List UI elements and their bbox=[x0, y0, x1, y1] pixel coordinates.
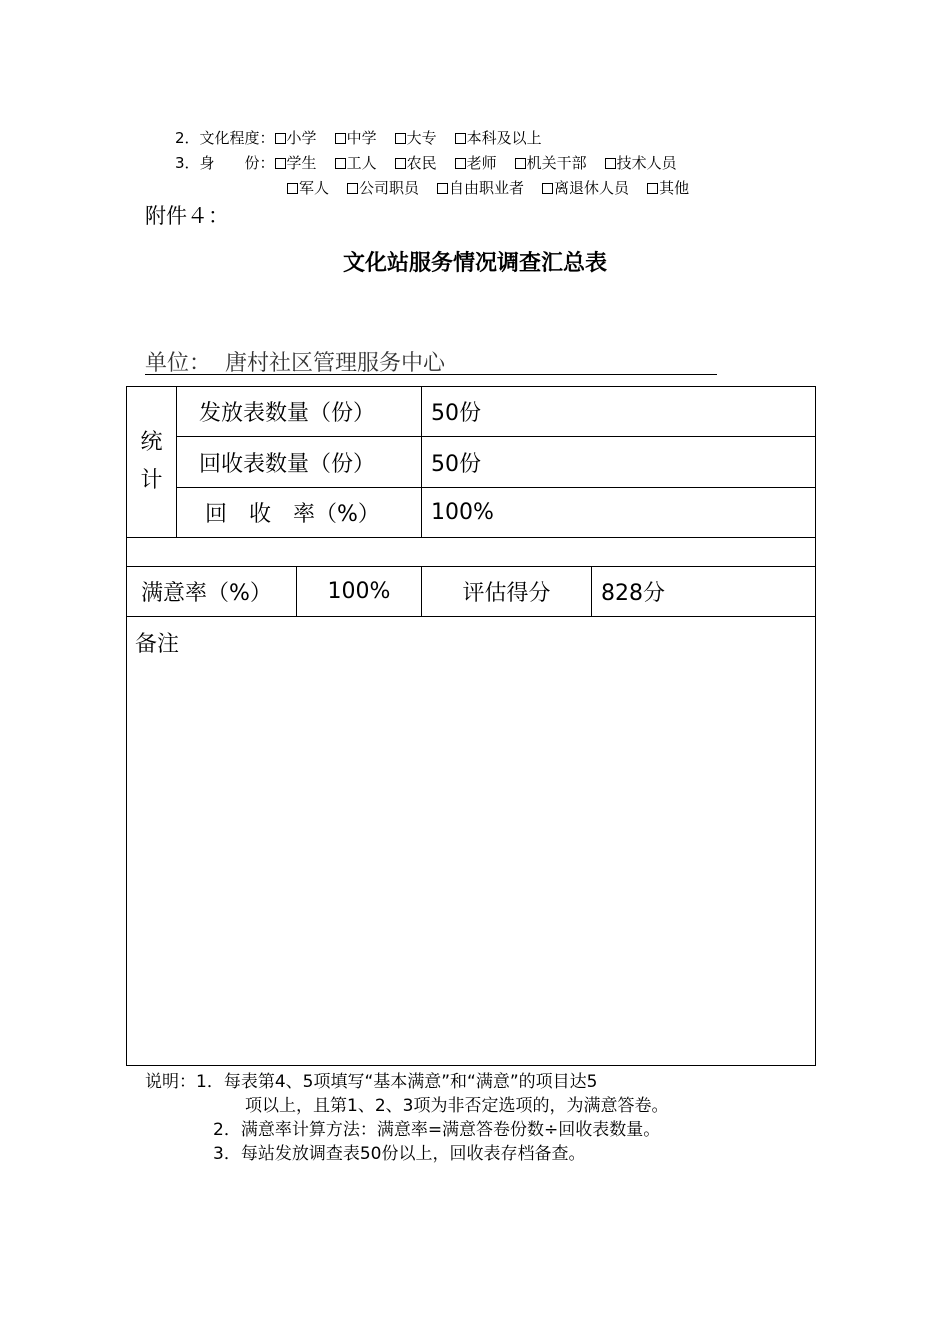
identity-label: 3．身 份： bbox=[175, 154, 275, 172]
note-1: 1．每表第4、5项填写“基本满意”和“满意”的项目达5 bbox=[196, 1072, 598, 1092]
option-freelancer[interactable]: 自由职业者 bbox=[437, 179, 524, 197]
checkbox[interactable] bbox=[287, 183, 298, 194]
unit-label: 单位： bbox=[145, 351, 212, 376]
annex-label: 附件４： bbox=[145, 204, 229, 228]
identity-row-1 bbox=[175, 152, 695, 173]
option-primary[interactable]: 小学 bbox=[275, 129, 317, 147]
option-official[interactable]: 机关干部 bbox=[515, 154, 587, 172]
option-other[interactable]: 其他 bbox=[647, 179, 689, 197]
note-2: 2．满意率计算方法：满意率=满意答卷份数÷回收表数量。 bbox=[213, 1120, 661, 1140]
option-bachelor[interactable]: 本科及以上 bbox=[455, 129, 542, 147]
checkbox[interactable] bbox=[542, 183, 553, 194]
checkbox[interactable] bbox=[335, 158, 346, 169]
satisfaction-label: 满意率（%） bbox=[127, 567, 297, 617]
option-employee[interactable]: 公司职员 bbox=[347, 179, 419, 197]
table-row-remarks bbox=[127, 617, 816, 1066]
returned-value[interactable]: 50份 bbox=[422, 437, 816, 488]
table-row-blank bbox=[127, 538, 816, 567]
stats-label: 统 计 bbox=[127, 387, 177, 538]
score-label: 评估得分 bbox=[422, 567, 592, 617]
checkbox[interactable] bbox=[275, 133, 286, 144]
checkbox[interactable] bbox=[335, 133, 346, 144]
note-1-cont: 项以上，且第1、2、3项为非否定选项的，为满意答卷。 bbox=[245, 1096, 669, 1116]
checkbox[interactable] bbox=[347, 183, 358, 194]
education-row bbox=[175, 127, 560, 148]
notes-prefix: 说明： bbox=[145, 1072, 196, 1092]
checkbox[interactable] bbox=[605, 158, 616, 169]
option-farmer[interactable]: 农民 bbox=[395, 154, 437, 172]
checkbox[interactable] bbox=[647, 183, 658, 194]
unit-value: 唐村社区管理服务中心 bbox=[225, 351, 446, 376]
option-soldier[interactable]: 军人 bbox=[287, 179, 329, 197]
issued-value[interactable]: 50份 bbox=[422, 387, 816, 437]
notes bbox=[145, 1070, 668, 1166]
checkbox[interactable] bbox=[395, 158, 406, 169]
checkbox[interactable] bbox=[515, 158, 526, 169]
return-rate-label: 回 收 率（%） bbox=[177, 488, 422, 538]
page-title: 文化站服务情况调查汇总表 bbox=[342, 251, 607, 276]
table-row bbox=[127, 567, 816, 617]
option-retired[interactable]: 离退休人员 bbox=[542, 179, 629, 197]
remarks-label: 备注 bbox=[135, 632, 180, 657]
summary-table bbox=[126, 386, 816, 1066]
option-teacher[interactable]: 老师 bbox=[455, 154, 497, 172]
identity-row-2 bbox=[287, 177, 707, 198]
issued-label: 发放表数量（份） bbox=[177, 387, 422, 437]
option-student[interactable]: 学生 bbox=[275, 154, 317, 172]
education-label: 2．文化程度： bbox=[175, 129, 275, 147]
checkbox[interactable] bbox=[455, 133, 466, 144]
checkbox[interactable] bbox=[455, 158, 466, 169]
note-3: 3．每站发放调查表50份以上，回收表存档备查。 bbox=[213, 1144, 586, 1164]
table-row bbox=[127, 387, 816, 437]
returned-label: 回收表数量（份） bbox=[177, 437, 422, 488]
table-row bbox=[127, 488, 816, 538]
checkbox[interactable] bbox=[437, 183, 448, 194]
option-worker[interactable]: 工人 bbox=[335, 154, 377, 172]
option-technician[interactable]: 技术人员 bbox=[605, 154, 677, 172]
option-college[interactable]: 大专 bbox=[395, 129, 437, 147]
remarks-cell[interactable] bbox=[127, 617, 816, 1066]
option-middle[interactable]: 中学 bbox=[335, 129, 377, 147]
score-value[interactable]: 828分 bbox=[592, 567, 816, 617]
satisfaction-value[interactable]: 100% bbox=[297, 567, 422, 617]
return-rate-value[interactable]: 100% bbox=[422, 488, 816, 538]
checkbox[interactable] bbox=[395, 133, 406, 144]
checkbox[interactable] bbox=[275, 158, 286, 169]
table-row bbox=[127, 437, 816, 488]
unit-line bbox=[145, 346, 717, 375]
blank-cell[interactable] bbox=[127, 538, 816, 567]
